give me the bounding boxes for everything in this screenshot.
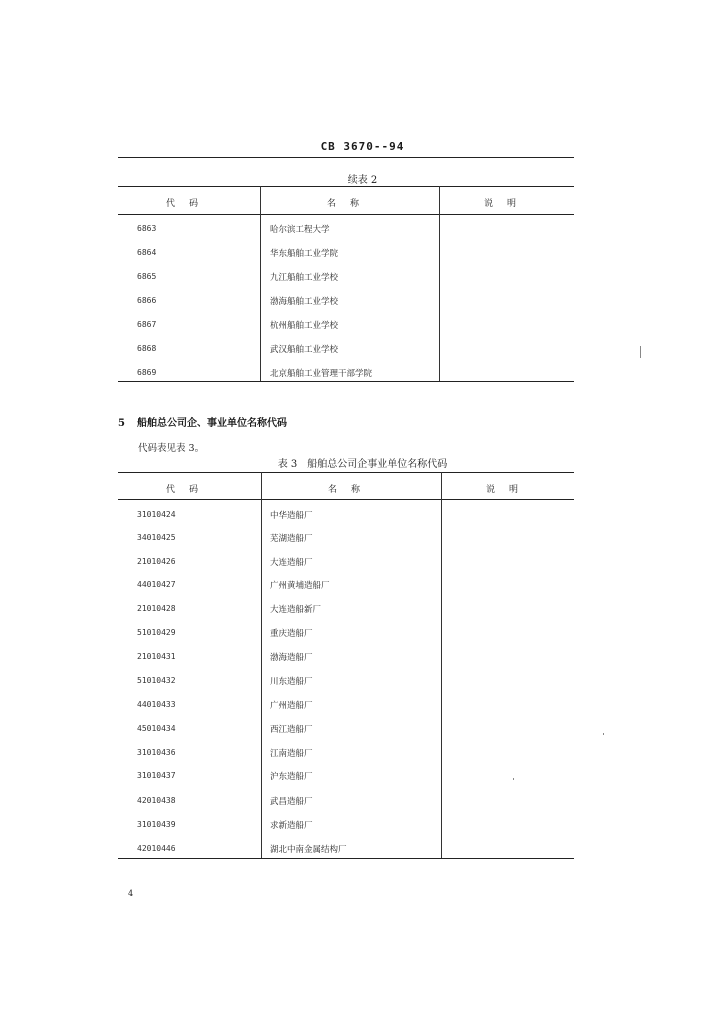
row-code: 6865 (137, 272, 157, 281)
row-name: 大连造船厂 (270, 558, 313, 568)
row-code: 42010446 (137, 844, 176, 853)
section-heading (118, 414, 287, 429)
table3-caption: 表 3 船舶总公司企事业单位名称代码 (277, 459, 448, 470)
table2-caption: 续表 2 (347, 175, 378, 186)
row-name: 武昌造船厂 (270, 797, 313, 807)
row-code: 44010427 (137, 580, 176, 589)
row-code: 31010436 (137, 748, 176, 757)
row-name: 北京船舶工业管理干部学院 (270, 369, 373, 379)
row-name: 九江船舶工业学校 (270, 273, 339, 283)
table2-divider (439, 186, 440, 381)
row-name: 渤海船舶工业学校 (270, 297, 339, 307)
row-code: 6868 (137, 344, 157, 353)
row-name: 西江造船厂 (270, 725, 313, 735)
standard-code: CB 3670--94 (320, 140, 405, 153)
row-code: 6867 (137, 320, 157, 329)
row-code: 31010437 (137, 771, 176, 780)
scan-mark (513, 778, 514, 780)
row-code: 44010433 (137, 700, 176, 709)
row-name: 哈尔滨工程大学 (270, 225, 330, 235)
row-code: 31010439 (137, 820, 176, 829)
table3-head-rule (118, 499, 574, 500)
row-code: 6869 (137, 368, 157, 377)
row-code: 21010431 (137, 652, 176, 661)
row-name: 大连造船新厂 (270, 605, 322, 615)
table3-col-note: 说明 (485, 485, 532, 495)
row-code: 21010428 (137, 604, 176, 613)
row-name: 江南造船厂 (270, 749, 313, 759)
page-number: 4 (128, 889, 134, 898)
table3-bottom-rule (118, 858, 574, 859)
row-name: 川东造船厂 (270, 677, 313, 687)
paragraph: 代码表见表 3。 (138, 443, 205, 454)
table3-divider (261, 472, 262, 858)
table3-col-code: 代码 (165, 485, 212, 495)
row-name: 华东船舶工业学院 (270, 249, 339, 259)
row-code: 21010426 (137, 557, 176, 566)
row-name: 沪东造船厂 (270, 772, 313, 782)
row-name: 重庆造船厂 (270, 629, 313, 639)
header-rule (118, 157, 574, 158)
scan-mark (640, 346, 641, 358)
row-name: 广州造船厂 (270, 701, 313, 711)
row-code: 6866 (137, 296, 157, 305)
row-name: 求新造船厂 (270, 821, 313, 831)
section-number: 5 (118, 418, 125, 429)
row-code: 45010434 (137, 724, 176, 733)
table2-bottom-rule (118, 381, 574, 382)
scan-mark (603, 733, 604, 735)
table2-head-rule (118, 214, 574, 215)
table2-divider (260, 186, 261, 381)
row-name: 芜湖造船厂 (270, 534, 313, 544)
row-code: 51010429 (137, 628, 176, 637)
row-code: 6864 (137, 248, 157, 257)
row-code: 31010424 (137, 510, 176, 519)
row-name: 渤海造船厂 (270, 653, 313, 663)
table2-top-rule (118, 186, 574, 187)
section-title: 船舶总公司企、事业单位名称代码 (136, 418, 287, 429)
table3-top-rule (118, 472, 574, 473)
table3-divider (441, 472, 442, 858)
row-name: 武汉船舶工业学校 (270, 345, 339, 355)
table2-col-code: 代码 (165, 199, 212, 209)
row-code: 51010432 (137, 676, 176, 685)
row-code: 34010425 (137, 533, 176, 542)
table3-col-name: 名称 (327, 485, 374, 495)
row-code: 6863 (137, 224, 157, 233)
row-name: 中华造船厂 (270, 511, 313, 521)
row-name: 广州黄埔造船厂 (270, 581, 330, 591)
row-name: 杭州船舶工业学校 (270, 321, 339, 331)
table2-col-note: 说明 (483, 199, 530, 209)
row-name: 湖北中南金属结构厂 (270, 845, 347, 855)
table2-col-name: 名称 (326, 199, 373, 209)
row-code: 42010438 (137, 796, 176, 805)
